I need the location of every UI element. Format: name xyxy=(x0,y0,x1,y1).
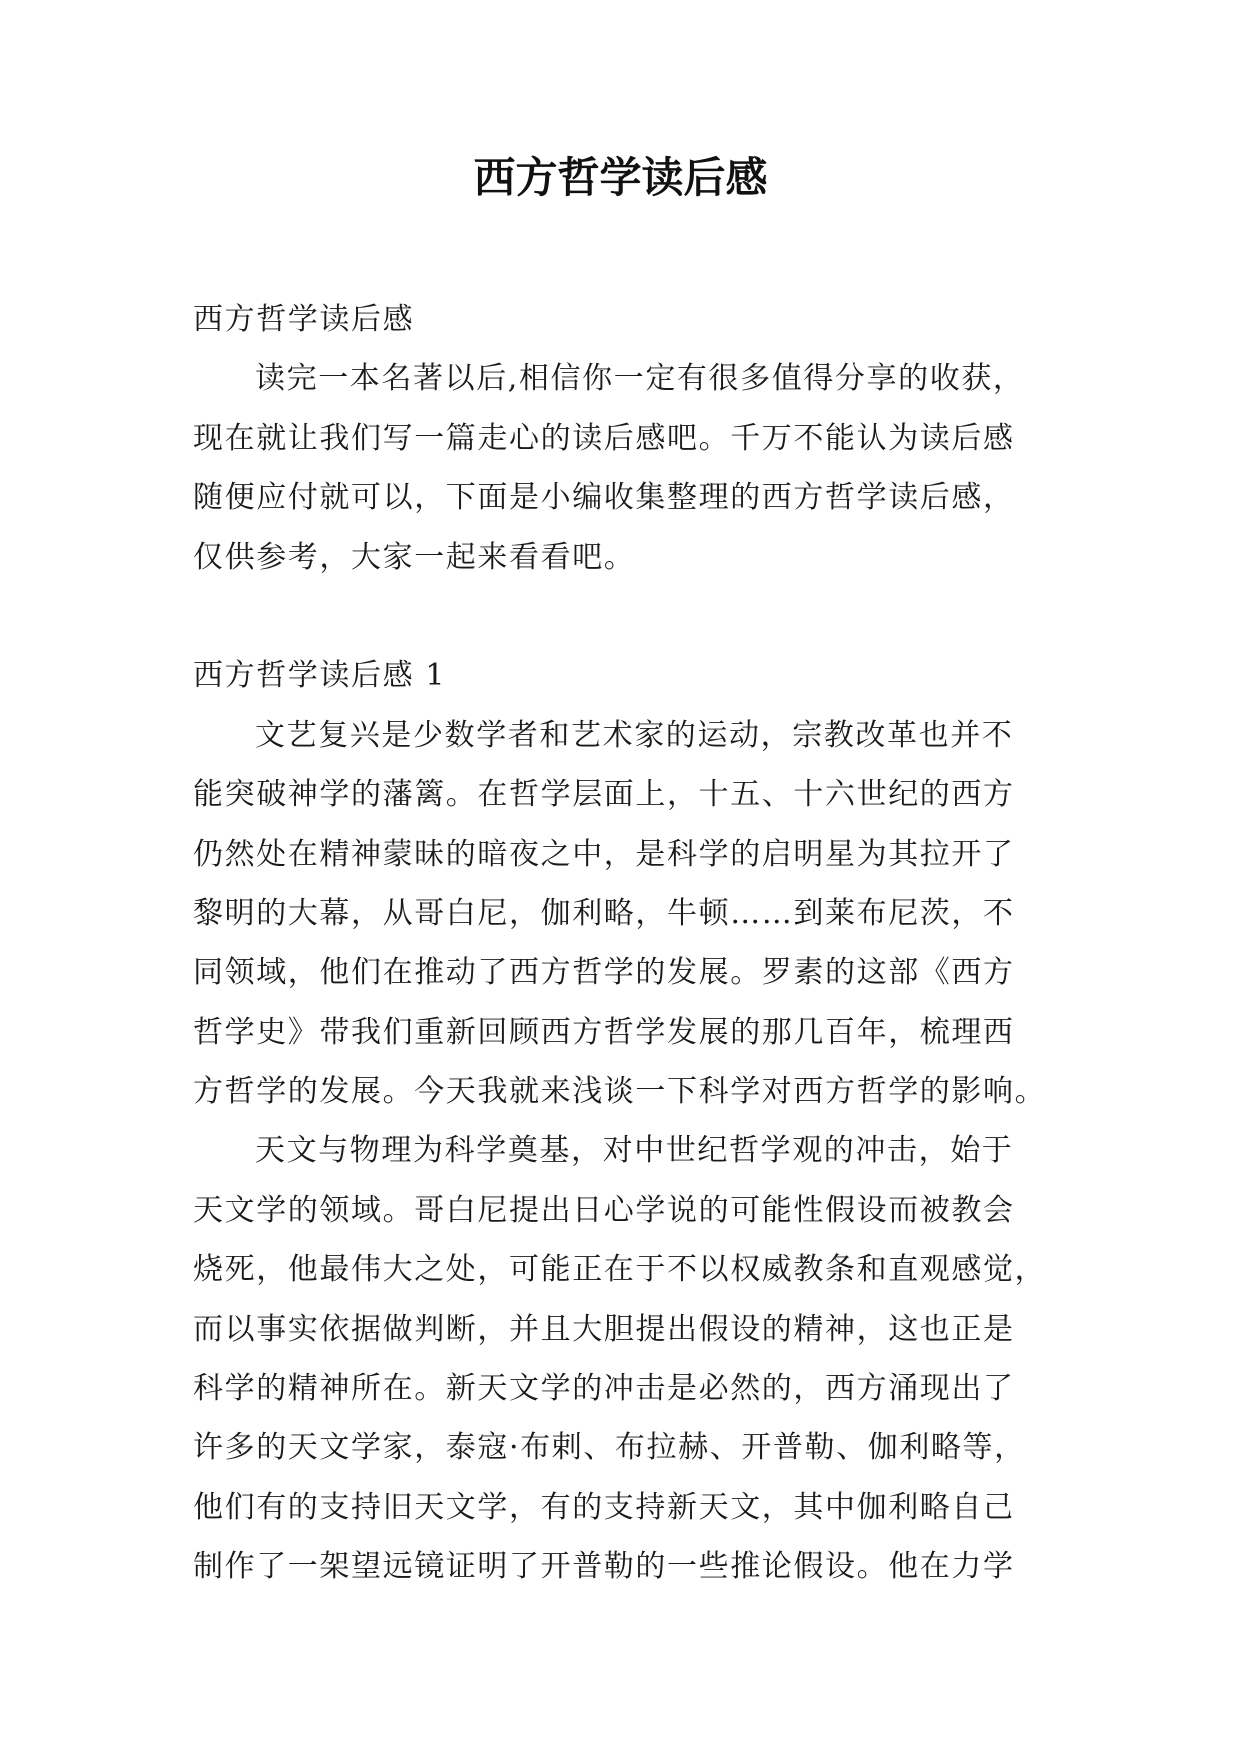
text-line: 现在就让我们写一篇走心的读后感吧。千万不能认为读后感 xyxy=(193,420,1015,456)
text-line: 文艺复兴是少数学者和艺术家的运动，宗教改革也并不 xyxy=(255,717,1014,753)
document-body xyxy=(193,290,1073,1597)
text-line: 能突破神学的藩篱。在哲学层面上，十五、十六世纪的西方 xyxy=(193,777,1015,813)
text-line: 读完一本名著以后,相信你一定有很多值得分享的收获， xyxy=(255,361,1025,397)
text-line: 同领域，他们在推动了西方哲学的发展。罗素的这部《西方 xyxy=(193,955,1015,991)
text-line: 哲学史》带我们重新回顾西方哲学发展的那几百年，梳理西 xyxy=(193,1014,1015,1050)
text-line: 天文与物理为科学奠基，对中世纪哲学观的冲击，始于 xyxy=(255,1133,1014,1169)
text-line: 科学的精神所在。新天文学的冲击是必然的，西方涌现出了 xyxy=(193,1371,1015,1407)
text-line: 许多的天文学家，泰寇·布剌、布拉赫、开普勒、伽利略等， xyxy=(193,1430,1026,1466)
document-title: 西方哲学读后感 xyxy=(473,153,768,202)
text-line: 西方哲学读后感 1 xyxy=(193,658,447,694)
paragraph-gap xyxy=(193,587,1073,646)
text-line: 仍然处在精神蒙昧的暗夜之中，是科学的启明星为其拉开了 xyxy=(193,836,1015,872)
text-line: 而以事实依据做判断，并且大胆提出假设的精神，这也正是 xyxy=(193,1311,1015,1347)
text-line: 西方哲学读后感 xyxy=(193,302,415,337)
text-line: 制作了一架望远镜证明了开普勒的一些推论假设。他在力学 xyxy=(193,1549,1015,1585)
text-line: 黎明的大幕，从哥白尼，伽利略，牛顿……到莱布尼茨，不 xyxy=(193,895,1015,931)
text-line: 他们有的支持旧天文学，有的支持新天文，其中伽利略自己 xyxy=(193,1489,1015,1525)
text-line: 天文学的领域。哥白尼提出日心学说的可能性假设而被教会 xyxy=(193,1192,1015,1228)
text-line: 烧死，他最伟大之处，可能正在于不以权威教条和直观感觉， xyxy=(193,1252,1047,1288)
text-line: 方哲学的发展。今天我就来浅谈一下科学对西方哲学的影响。 xyxy=(193,1074,1047,1110)
text-line: 仅供参考，大家一起来看看吧。 xyxy=(193,539,636,575)
text-line: 随便应付就可以，下面是小编收集整理的西方哲学读后感， xyxy=(193,480,1015,516)
